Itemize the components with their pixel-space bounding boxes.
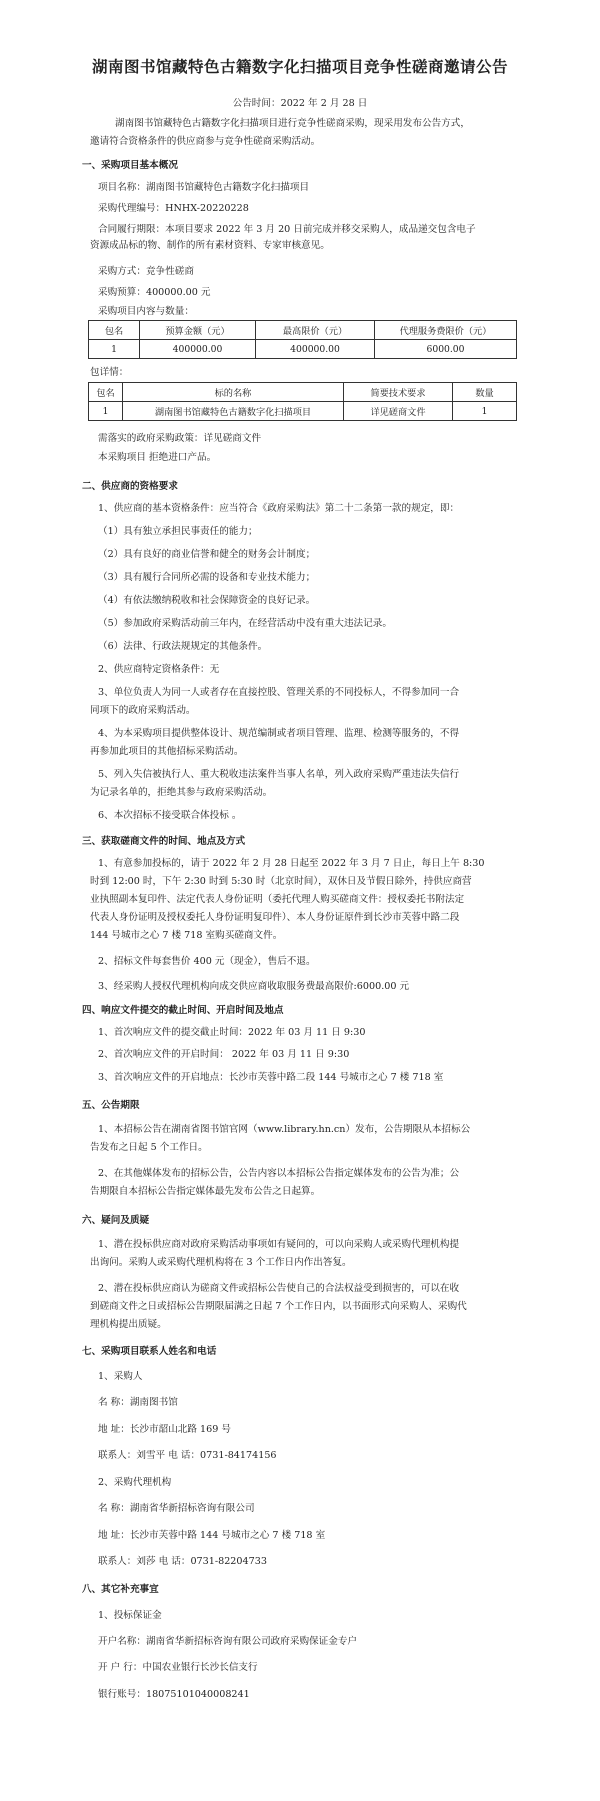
table-cell: 400000.00 bbox=[256, 340, 375, 359]
table-cell: 6000.00 bbox=[375, 340, 517, 359]
paragraph-line: 144 号城市之心 7 楼 718 室购买磋商文件。 bbox=[90, 930, 283, 941]
paragraph-line: 2、潜在投标供应商认为磋商文件或招标公告使自己的合法权益受到损害的，可以在收 bbox=[98, 1283, 460, 1294]
paragraph-line: 到磋商文件之日或招标公告期限届满之日起 7 个工作日内，以书面形式向采购人、采购代 bbox=[90, 1301, 467, 1312]
table-header: 最高限价（元） bbox=[256, 321, 375, 340]
paragraph-line: 1、潜在投标供应商对政府采购活动事项如有疑问的，可以向采购人或采购代理机构提 bbox=[98, 1239, 460, 1250]
table-cell: 1 bbox=[89, 402, 123, 421]
paragraph-line: 3、单位负责人为同一人或者存在直接控股、管理关系的不同投标人，不得参加同一合 bbox=[98, 687, 460, 698]
bank-account-number: 银行账号：18075101040008241 bbox=[98, 1689, 250, 1700]
paragraph-line: 2、供应商特定资格条件：无 bbox=[98, 664, 220, 675]
paragraph-line: 项目名称：湖南图书馆藏特色古籍数字化扫描项目 bbox=[98, 182, 310, 193]
page-title: 湖南图书馆藏特色古籍数字化扫描项目竞争性磋商邀请公告 bbox=[91, 57, 508, 76]
paragraph-line: 资源成品标的物、制作的所有素材资料、专家审核意见。 bbox=[90, 240, 330, 251]
table-header-row bbox=[89, 383, 517, 402]
paragraph-line: 1、本招标公告在湖南省图书馆官网（www.library.hn.cn）发布，公告期限从本招标公 bbox=[98, 1124, 471, 1135]
section-heading: 五、公告期限 bbox=[82, 1100, 140, 1111]
table-header: 标的名称 bbox=[123, 383, 344, 402]
contact-line: 联系人：刘雪平 电 话：0731-84174156 bbox=[98, 1450, 277, 1461]
contact-subheading: 2、采购代理机构 bbox=[98, 1477, 172, 1488]
table-header: 包名 bbox=[89, 321, 140, 340]
table-cell: 湖南图书馆藏特色古籍数字化扫描项目 bbox=[123, 402, 344, 421]
paragraph-line: 1、投标保证金 bbox=[98, 1610, 162, 1621]
bank-name: 开 户 行：中国农业银行长沙长信支行 bbox=[98, 1662, 258, 1673]
section-heading: 七、采购项目联系人姓名和电话 bbox=[82, 1346, 217, 1357]
section-heading: 一、采购项目基本概况 bbox=[82, 160, 178, 171]
section-heading: 四、响应文件提交的截止时间、开启时间及地点 bbox=[82, 1005, 284, 1016]
table-cell: 1 bbox=[453, 402, 517, 421]
contact-line: 名 称：湖南图书馆 bbox=[98, 1397, 178, 1408]
bank-account-name: 开户名称：湖南省华新招标咨询有限公司政府采购保证金专户 bbox=[98, 1636, 358, 1647]
paragraph-line: 采购项目内容与数量： bbox=[98, 306, 194, 317]
paragraph-line: 采购方式：竞争性磋商 bbox=[98, 266, 194, 277]
paragraph-line: 3、经采购人授权代理机构向成交供应商收取服务费最高限价:6000.00 元 bbox=[98, 981, 410, 992]
paragraph-line: 1、有意参加投标的，请于 2022 年 2 月 28 日起至 2022 年 3 月 7 日止，每日上午 8:30 bbox=[98, 858, 485, 869]
paragraph-line: 同项下的政府采购活动。 bbox=[90, 705, 196, 716]
section-heading: 六、疑问及质疑 bbox=[82, 1215, 150, 1226]
section-heading: 八、其它补充事宜 bbox=[82, 1584, 159, 1595]
table-header: 简要技术要求 bbox=[344, 383, 453, 402]
table-cell: 详见磋商文件 bbox=[344, 402, 453, 421]
package-label: 包详情： bbox=[90, 367, 129, 378]
paragraph-line: 4、为本采购项目提供整体设计、规范编制或者项目管理、监理、检测等服务的，不得 bbox=[98, 728, 460, 739]
paragraph-line: 为记录名单的，拒绝其参与政府采购活动。 bbox=[90, 787, 273, 798]
paragraph-line: （2）具有良好的商业信誉和健全的财务会计制度； bbox=[98, 549, 316, 560]
paragraph-line: 需落实的政府采购政策：详见磋商文件 bbox=[98, 433, 262, 444]
paragraph-line: 5、列入失信被执行人、重大税收违法案件当事人名单，列入政府采购严重违法失信行 bbox=[98, 769, 460, 780]
table-header: 包名 bbox=[89, 383, 123, 402]
paragraph-line: 时到 12:00 时，下午 2:30 时到 5:30 时（北京时间），双休日及节假日除外，持供应商营 bbox=[90, 876, 472, 887]
package-table bbox=[88, 382, 517, 421]
contact-line: 地 址：长沙市韶山北路 169 号 bbox=[98, 1424, 231, 1435]
paragraph-line: 合同履行期限：本项目要求 2022 年 3 月 20 日前完成并移交采购人，成品递交包含电子 bbox=[98, 224, 476, 235]
paragraph-line: 3、首次响应文件的开启地点：长沙市芙蓉中路二段 144 号城市之心 7 楼 718 室 bbox=[98, 1072, 444, 1083]
paragraph-line: 1、供应商的基本资格条件：应当符合《政府采购法》第二十二条第一款的规定，即： bbox=[98, 503, 460, 514]
paragraph-line: 业执照副本复印件、法定代表人身份证明（委托代理人购买磋商文件：授权委托书附法定 bbox=[90, 894, 465, 905]
table-cell: 400000.00 bbox=[140, 340, 256, 359]
paragraph-line: 6、本次招标不接受联合体投标 。 bbox=[98, 810, 242, 821]
paragraph-line: 代表人身份证明及授权委托人身份证明复印件）、本人身份证原件到长沙市芙蓉中路二段 bbox=[90, 912, 460, 923]
publish-date: 公告时间：2022 年 2 月 28 日 bbox=[232, 98, 368, 109]
paragraph-line: 2、招标文件每套售价 400 元（现金），售后不退。 bbox=[98, 956, 316, 967]
contact-subheading: 1、采购人 bbox=[98, 1371, 143, 1382]
table-row bbox=[89, 340, 517, 359]
paragraph-line: 1、首次响应文件的提交截止时间：2022 年 03 月 11 日 9:30 bbox=[98, 1027, 366, 1038]
paragraph-line: 理机构提出质疑。 bbox=[90, 1319, 167, 1330]
contact-line: 联系人：刘莎 电 话：0731-82204733 bbox=[98, 1556, 267, 1567]
table-header: 代理服务费限价（元） bbox=[375, 321, 517, 340]
paragraph-line: （4）有依法缴纳税收和社会保障资金的良好记录。 bbox=[98, 595, 316, 606]
paragraph-line: 再参加此项目的其他招标采购活动。 bbox=[90, 746, 244, 757]
contact-line: 名 称：湖南省华新招标咨询有限公司 bbox=[98, 1503, 255, 1514]
table-header: 预算金额（元） bbox=[140, 321, 256, 340]
intro-line: 湖南图书馆藏特色古籍数字化扫描项目进行竞争性磋商采购，现采用发布公告方式， bbox=[115, 118, 470, 129]
paragraph-line: 2、首次响应文件的开启时间： 2022 年 03 月 11 日 9:30 bbox=[98, 1049, 350, 1060]
paragraph-line: 本采购项目 拒绝进口产品。 bbox=[98, 452, 217, 463]
table-cell: 1 bbox=[89, 340, 140, 359]
table-row bbox=[89, 402, 517, 421]
intro-line: 邀请符合资格条件的供应商参与竞争性磋商采购活动。 bbox=[90, 136, 321, 147]
paragraph-line: 出询问。采购人或采购代理机构将在 3 个工作日内作出答复。 bbox=[90, 1257, 352, 1268]
paragraph-line: 告发布之日起 5 个工作日。 bbox=[90, 1142, 208, 1153]
paragraph-line: 采购代理编号：HNHX-20220228 bbox=[98, 203, 249, 214]
section-heading: 三、获取磋商文件的时间、地点及方式 bbox=[82, 836, 246, 847]
paragraph-line: 采购预算：400000.00 元 bbox=[98, 287, 211, 298]
paragraph-line: （5）参加政府采购活动前三年内，在经营活动中没有重大违法记录。 bbox=[98, 618, 392, 629]
section-heading: 二、供应商的资格要求 bbox=[82, 481, 178, 492]
table-header-row bbox=[89, 321, 517, 340]
contact-line: 地 址：长沙市芙蓉中路 144 号城市之心 7 楼 718 室 bbox=[98, 1530, 326, 1541]
paragraph-line: 2、在其他媒体发布的招标公告，公告内容以本招标公告指定媒体发布的公告为准；公 bbox=[98, 1168, 460, 1179]
paragraph-line: （1）具有独立承担民事责任的能力； bbox=[98, 526, 258, 537]
paragraph-line: 告期限自本招标公告指定媒体最先发布公告之日起算。 bbox=[90, 1186, 321, 1197]
table-header: 数量 bbox=[453, 383, 517, 402]
paragraph-line: （3）具有履行合同所必需的设备和专业技术能力； bbox=[98, 572, 316, 583]
budget-table bbox=[88, 320, 517, 359]
paragraph-line: （6）法律、行政法规规定的其他条件。 bbox=[98, 641, 268, 652]
